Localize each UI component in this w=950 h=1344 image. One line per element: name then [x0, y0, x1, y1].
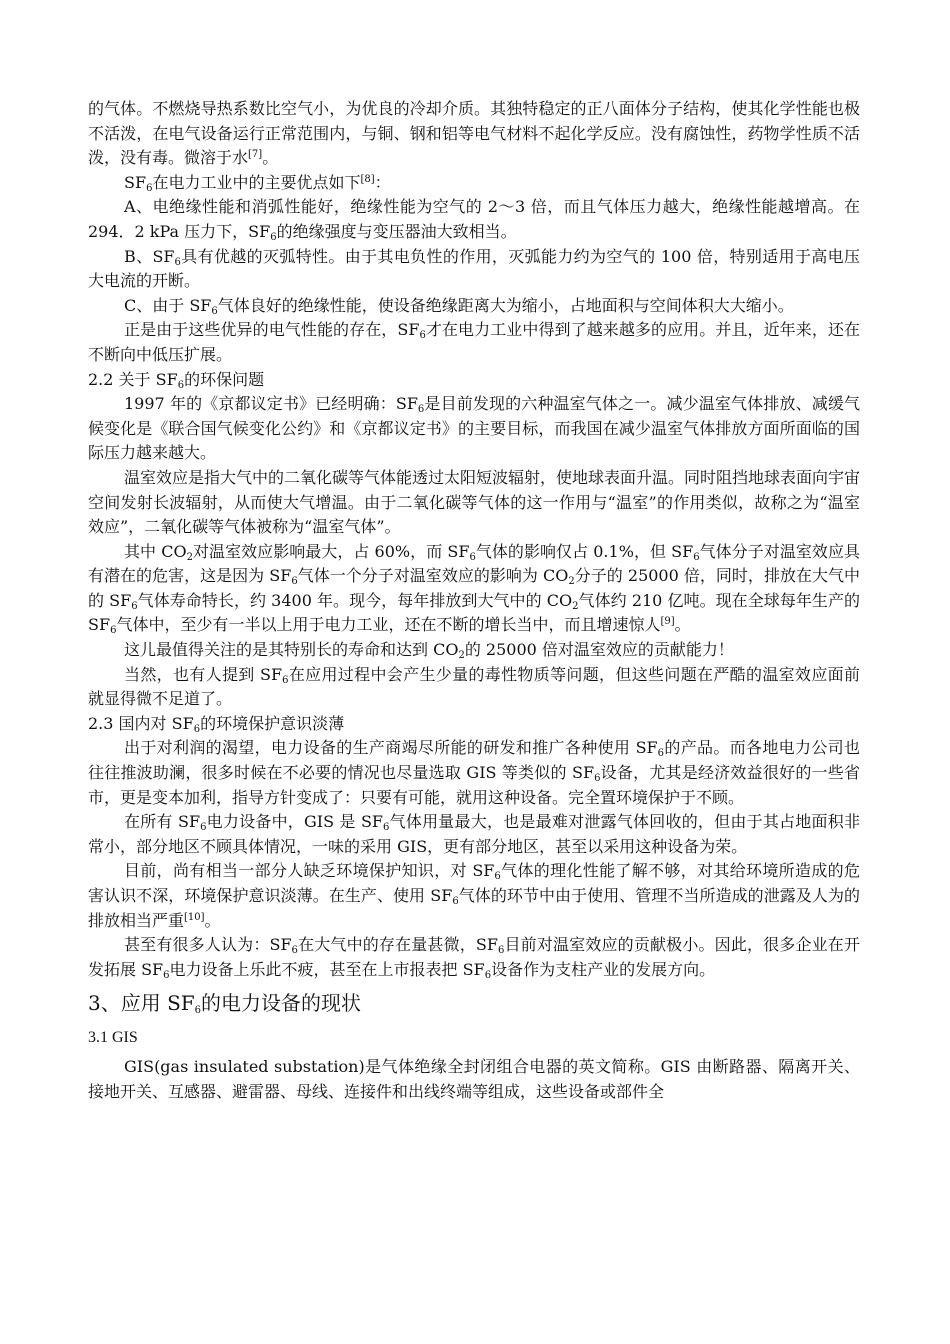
text-run: 气体良好的绝缘性能，使设备绝缘距离大为缩小，占地面积与空间体积大大缩小。	[217, 295, 794, 315]
paragraph	[88, 859, 860, 933]
subscript: 2	[572, 600, 579, 612]
paragraph	[88, 1055, 860, 1104]
subscript: 6	[193, 723, 201, 735]
text-run: 气体的影响仅占 0.1%，但 SF	[475, 541, 694, 561]
text-run: A、电绝缘性能和消弧性能好，绝缘性能为空气的 2～3 倍，而且气体压力越大，绝缘性能越增高。在 294．2 kPa 压力下，SF	[88, 197, 860, 241]
text-run: 3.1 GIS	[88, 1029, 138, 1047]
subscript: 6	[270, 231, 277, 243]
subsection-heading	[88, 1026, 860, 1051]
subscript: 6	[291, 576, 298, 588]
text-run: 气体分子对温室效应具有潜在的危害，这是因为 SF	[88, 541, 860, 586]
text-run: 在电力工业中的主要优点如下	[152, 172, 361, 192]
paragraph	[88, 540, 860, 638]
subscript: 6	[497, 945, 505, 957]
text-run: 在应用过程中会产生少量的毒性物质等问题，但这些问题在严酷的温室效应面前就显得微不足道了。	[88, 664, 860, 709]
text-run: 设备作为支柱产业的发展方向。	[491, 959, 716, 979]
text-run: 电力设备中，GIS 是 SF	[206, 812, 384, 832]
text-run: 1997 年的《京都议定书》已经明确：SF	[124, 394, 418, 414]
paragraph	[88, 810, 860, 859]
subscript: 2	[186, 551, 193, 563]
text-run: 的电力设备的现状	[201, 991, 362, 1016]
text-run: 正是由于这些优异的电气性能的存在，SF	[124, 320, 420, 340]
text-run: 具有优越的灭弧特性。由于其电负性的作用，灭弧能力约为空气的 100 倍，特别适用于高电压大电流的开断。	[88, 246, 860, 291]
text-run: 分子的 25000 倍，同时，排放在大气中的 SF	[88, 566, 861, 610]
paragraph	[88, 171, 860, 196]
paragraph	[88, 466, 860, 540]
text-run: 气体的环节中由于使用、管理不当所造成的泄露及人为的排放相当严重	[88, 886, 860, 930]
paragraph	[88, 663, 860, 712]
document-page	[88, 97, 860, 1104]
subscript: 6	[291, 945, 298, 957]
citation-ref: [9]	[660, 616, 675, 628]
text-run: 的气体。不燃烧导热系数比空气小，为优良的冷却介质。其独特稳定的正八面体分子结构，使其化学性能也极不活泼，在电气设备运行正常范围内，与铜、钢和铝等电气材料不起化学反应。没有腐蚀性，药物学性质不活泼，没有毒。微溶于水	[88, 99, 860, 168]
text-run: 对温室效应影响最大，占 60%，而 SF	[192, 541, 470, 561]
text-run: 当然，也有人提到 SF	[124, 664, 283, 684]
subscript: 6	[282, 674, 289, 686]
subscript: 6	[177, 379, 185, 391]
text-run: 温室效应是指大气中的二氧化碳等气体能透过太阳短波辐射，使地球表面升温。同时阻挡地球表面向宇宙空间发射长波辐射，从而使大气增温。由于二氧化碳等气体的这一作用与“温室”的作用类似，故称之为“温室效应”，二氧化碳等气体被称为“温室气体”。	[88, 467, 861, 537]
subscript: 6	[200, 822, 207, 834]
section-heading	[88, 712, 860, 737]
subscript: 6	[484, 969, 492, 981]
text-run: 。	[204, 910, 221, 930]
text-run: ：	[374, 172, 391, 192]
citation-ref: [10]	[184, 911, 205, 923]
text-run: 气体寿命特长，约 3400 年。现今，每年排放到大气中的 CO	[137, 590, 573, 610]
paragraph	[88, 736, 860, 810]
text-run: C、由于 SF	[124, 295, 212, 315]
subscript: 6	[657, 748, 665, 760]
text-run: 目前，尚有相当一部分人缺乏环境保护知识，对 SF	[124, 861, 495, 881]
subscript: 6	[469, 551, 476, 563]
chapter-heading	[88, 988, 860, 1018]
subscript: 2	[568, 576, 575, 588]
paragraph	[88, 392, 860, 466]
citation-ref: [7]	[248, 149, 263, 161]
subscript: 6	[693, 551, 700, 563]
text-run: B、SF	[124, 246, 175, 266]
paragraph	[88, 294, 860, 319]
text-run: 的 25000 倍对温室效应的贡献能力！	[464, 640, 734, 660]
subscript: 6	[494, 871, 501, 883]
text-run: 。	[674, 615, 691, 635]
text-run: 目前对温室效应的贡献极小。因此，很多企业在开发拓展 SF	[88, 935, 860, 979]
text-run: 这儿最值得关注的是其特别长的寿命和达到 CO	[124, 640, 459, 660]
subscript: 6	[594, 773, 601, 785]
subscript: 6	[211, 305, 218, 317]
subscript: 6	[110, 625, 117, 637]
text-run: 气体一个分子对温室效应的影响为 CO	[297, 566, 569, 586]
text-run: 电力设备上乐此不疲，甚至在上市报表把 SF	[169, 959, 485, 979]
paragraph	[88, 245, 860, 294]
text-run: 的环保问题	[184, 369, 265, 389]
text-run: 2.2 关于 SF	[88, 369, 178, 389]
text-run: 出于对利润的渴望，电力设备的生产商竭尽所能的研发和推广各种使用 SF	[124, 738, 658, 758]
text-run: 其中 CO	[124, 541, 187, 561]
paragraph	[88, 933, 860, 982]
subscript: 6	[419, 330, 426, 342]
text-run: 甚至有很多人认为：SF	[124, 935, 292, 955]
citation-ref: [8]	[360, 173, 375, 185]
text-run: 设备，尤其是经济效益很好的一些省市，更是变本加利，指导方针变成了：只要有可能，就用这种设备。完全置环境保护于不顾。	[88, 763, 860, 807]
subscript: 6	[417, 404, 425, 416]
subscript: 6	[146, 182, 153, 194]
subscript: 2	[458, 650, 465, 662]
text-run: 3、应用 SF	[88, 991, 195, 1016]
text-run: 才在电力工业中得到了越来越多的应用。并且，近年来，还在不断向中低压扩展。	[88, 320, 860, 364]
text-run: 的绝缘强度与变压器油大致相当。	[276, 221, 517, 241]
text-run: SF	[124, 172, 147, 192]
text-run: 。	[262, 148, 279, 168]
paragraph	[88, 638, 860, 663]
text-run: 气体中，至少有一半以上用于电力工业，还在不断的增长当中，而且增速惊人	[116, 615, 661, 635]
subscript: 6	[452, 896, 459, 907]
subscript: 6	[174, 256, 181, 268]
text-run: 气体约 210 亿吨。现在全球每年生产的 SF	[88, 590, 860, 635]
section-heading	[88, 368, 860, 393]
text-run: 在所有 SF	[124, 812, 201, 832]
subscript: 6	[383, 822, 390, 834]
text-run: 是目前发现的六种温室气体之一。减少温室气体排放、减缓气候变化是《联合国气候变化公约》和《京都议定书》的主要目标，而我国在减少温室气体排放方面所面临的国际压力越来越大。	[88, 394, 860, 463]
paragraph	[88, 195, 860, 244]
text-run: 的环境保护意识淡薄	[200, 713, 345, 733]
paragraph	[88, 318, 860, 367]
subscript: 6	[194, 1005, 202, 1017]
text-run: 的产品。而各地电力公司也往往推波助澜，很多时候在不必要的情况也尽量选取 GIS 等类似的 SF	[88, 738, 860, 783]
subscript: 6	[131, 600, 138, 612]
paragraph	[88, 97, 860, 171]
text-run: GIS(gas insulated substation)是气体绝缘全封闭组合电器的英文简称。GIS 由断路器、隔离开关、接地开关、互感器、避雷器、母线、连接件和出线终端等组成，这些设备或部件全	[88, 1056, 860, 1101]
text-run: 在大气中的存在量甚微，SF	[297, 935, 498, 955]
text-run: 气体用量最大，也是最难对泄露气体回收的，但由于其占地面积非常小，部分地区不顾具体情况，一味的采用 GIS，更有部分地区，甚至以采用这种设备为荣。	[88, 812, 860, 856]
subscript: 6	[163, 969, 170, 981]
text-run: 2.3 国内对 SF	[88, 713, 194, 733]
text-run: 气体的理化性能了解不够，对其给环境所造成的危害认识不深，环境保护意识淡薄。在生产、使用 SF	[88, 861, 860, 905]
